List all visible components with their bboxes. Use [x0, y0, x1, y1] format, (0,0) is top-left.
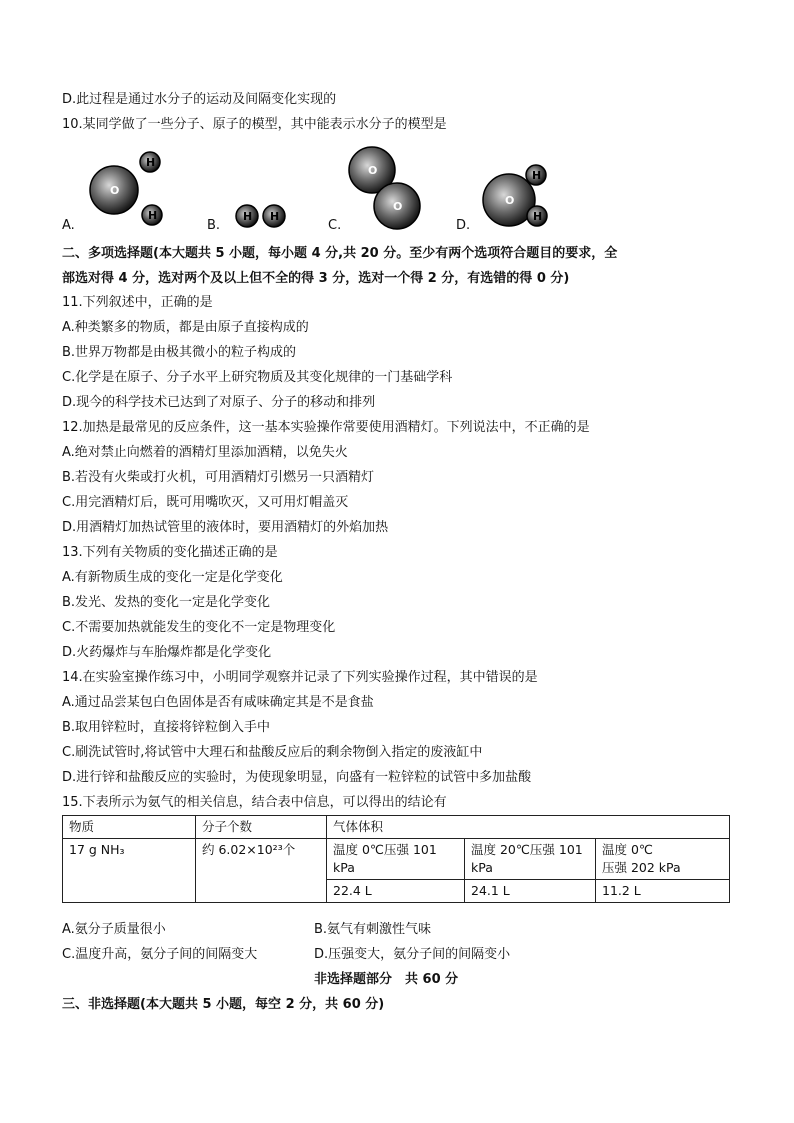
q15-option-c: C.温度升高，氨分子间的间隔变大 — [62, 947, 258, 962]
part-title: 非选择题部分 共 60 分 — [314, 972, 459, 987]
table-header-cell: 气体体积 — [327, 816, 730, 839]
volume-cell: 22.4 L — [327, 880, 465, 903]
q15-option-b: B.氨气有刺激性气味 — [314, 922, 432, 937]
condition-text: 温度 0℃压强 101 — [333, 842, 437, 857]
section2-title-line1: 二、多项选择题(本大题共 5 小题，每小题 4 分,共 20 分。至少有两个选项符合题目的要求，全 — [62, 246, 618, 261]
q11-option-b: B.世界万物都是由极其微小的粒子构成的 — [62, 345, 297, 360]
q11-option-c: C.化学是在原子、分子水平上研究物质及其变化规律的一门基础学科 — [62, 370, 453, 385]
condition-text: 压强 202 kPa — [602, 860, 681, 875]
atom-label: H — [243, 210, 253, 223]
q12-option-d: D.用酒精灯加热试管里的液体时，要用酒精灯的外焰加热 — [62, 520, 389, 535]
q10-option-b-label: B. — [207, 218, 221, 233]
q12-option-c: C.用完酒精灯后，既可用嘴吹灭，又可用灯帽盖灭 — [62, 495, 349, 510]
condition-text: 温度 0℃ — [602, 842, 653, 857]
model-c — [349, 147, 420, 229]
table-header-cell: 物质 — [63, 816, 196, 839]
condition-cell — [596, 839, 730, 880]
q10-option-a-label: A. — [62, 218, 75, 233]
atom-label: H — [533, 210, 543, 223]
section2-title-line2: 部选对得 4 分，选对两个及以上但不全的得 3 分，选对一个得 2 分，有选错的得 0 分) — [62, 271, 570, 286]
q13-stem: 13.下列有关物质的变化描述正确的是 — [62, 545, 278, 560]
condition-cell — [327, 839, 465, 880]
q15-option-d: D.压强变大，氨分子间的间隔变小 — [314, 947, 511, 962]
q11-option-a: A.种类繁多的物质，都是由原子直接构成的 — [62, 320, 309, 335]
atom-label: H — [148, 209, 158, 222]
q10-models — [62, 140, 602, 235]
molecule-count-cell: 约 6.02×10²³个 — [196, 839, 327, 903]
q13-option-b: B.发光、发热的变化一定是化学变化 — [62, 595, 271, 610]
q14-option-a: A.通过品尝某包白色固体是否有咸味确定其是不是食盐 — [62, 695, 374, 710]
q14-stem: 14.在实验室操作练习中，小明同学观察并记录了下列实验操作过程，其中错误的是 — [62, 670, 538, 685]
ammonia-info-table — [62, 815, 730, 903]
atom-label: H — [532, 169, 542, 182]
table-header-row — [63, 816, 730, 839]
atom-label: O — [110, 184, 120, 197]
q9-option-d: D.此过程是通过水分子的运动及间隔变化实现的 — [62, 92, 337, 107]
q15-stem: 15.下表所示为氨气的相关信息，结合表中信息，可以得出的结论有 — [62, 795, 447, 810]
q13-option-c: C.不需要加热就能发生的变化不一定是物理变化 — [62, 620, 336, 635]
atom-label: O — [368, 164, 378, 177]
condition-text: 温度 20℃压强 101 — [471, 842, 583, 857]
q14-option-c: C.刷洗试管时,将试管中大理石和盐酸反应后的剩余物倒入指定的废液缸中 — [62, 745, 483, 760]
atom-label: O — [505, 194, 515, 207]
q13-option-d: D.火药爆炸与车胎爆炸都是化学变化 — [62, 645, 272, 660]
atom-label: O — [393, 200, 403, 213]
q10-option-d-label: D. — [456, 218, 471, 233]
section3-title: 三、非选择题(本大题共 5 小题，每空 2 分，共 60 分) — [62, 997, 385, 1012]
q12-stem: 12.加热是最常见的反应条件，这一基本实验操作常要使用酒精灯。下列说法中，不正确的是 — [62, 420, 590, 435]
volume-cell: 11.2 L — [596, 880, 730, 903]
q10-option-c-label: C. — [328, 218, 342, 233]
atom-label: H — [146, 156, 156, 169]
volume-cell: 24.1 L — [465, 880, 596, 903]
q13-option-a: A.有新物质生成的变化一定是化学变化 — [62, 570, 283, 585]
atom-label: H — [270, 210, 280, 223]
q12-option-a: A.绝对禁止向燃着的酒精灯里添加酒精，以免失火 — [62, 445, 348, 460]
substance-cell: 17 g NH₃ — [63, 839, 196, 903]
q11-option-d: D.现今的科学技术已达到了对原子、分子的移动和排列 — [62, 395, 376, 410]
q14-option-d: D.进行锌和盐酸反应的实验时，为使现象明显，向盛有一粒锌粒的试管中多加盐酸 — [62, 770, 532, 785]
q11-stem: 11.下列叙述中，正确的是 — [62, 295, 213, 310]
table-header-cell: 分子个数 — [196, 816, 327, 839]
condition-cell — [465, 839, 596, 880]
q10-stem: 10.某同学做了一些分子、原子的模型，其中能表示水分子的模型是 — [62, 117, 447, 132]
condition-text: kPa — [333, 860, 355, 875]
q12-option-b: B.若没有火柴或打火机，可用酒精灯引燃另一只酒精灯 — [62, 470, 375, 485]
q14-option-b: B.取用锌粒时，直接将锌粒倒入手中 — [62, 720, 271, 735]
condition-text: kPa — [471, 860, 493, 875]
table-row — [63, 839, 730, 880]
q15-option-a: A.氨分子质量很小 — [62, 922, 166, 937]
